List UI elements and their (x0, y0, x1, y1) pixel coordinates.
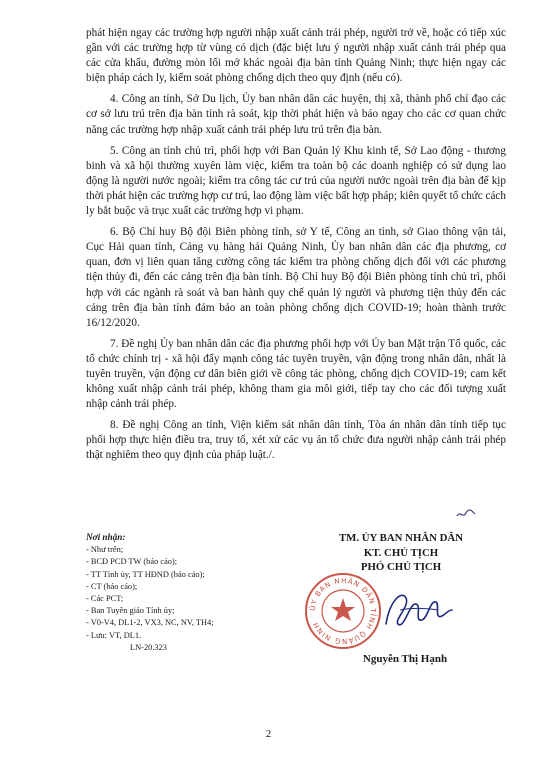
recipient-item: - Các PCT; (86, 594, 124, 604)
svg-text:ỦY BAN NHÂN DÂN TỈNH QUẢNG NIN: ỦY BAN NHÂN DÂN TỈNH QUẢNG NINH (308, 576, 378, 646)
initial-mark-icon (456, 508, 476, 520)
paragraph-5: 5. Công an tỉnh chủ trì, phối hợp với Ban Quản lý Khu kinh tế, Sở Lao động - thương binh và xã hội thường xuyên làm việc, kiểm tra toàn bộ các doanh nghiệp có sử dụng lao động là người nước ngoài; kiểm tra công tác cư trú của người nước ngoài trên địa bàn để kịp thời phát hiện các trường hợp cư trú, lao động làm việc bất hợp pháp; kiên quyết tổ chức cách ly bắt buộc và trục xuất các trường hợp vi phạm. (86, 144, 506, 218)
paragraph-8: 8. Đề nghị Công an tỉnh, Viện kiểm sát nhân dân tỉnh, Tòa án nhân dân tỉnh tiếp tục phối hợp thực hiện điều tra, truy tố, xét xử các vụ án tổ chức đưa người nhập cảnh trái phép thật nghiêm theo quy định của pháp luật./. (86, 419, 506, 462)
signing-authority: KT. CHỦ TỊCH (363, 546, 439, 559)
recipient-item: - Lưu: VT, DL1. (86, 630, 142, 640)
recipient-item: - Như trên; (86, 545, 124, 555)
paragraph-7: 7. Đề nghị Ủy ban nhân dân các địa phương phối hợp với Ủy ban Mặt trận Tổ quốc, các tổ chức chính trị - xã hội đẩy mạnh công tác tuyên truyền, vận động trong nhân dân, nhất là tuyên truyền, vận động cư dân biên giới về công tác phòng, chống dịch COVID-19; cam kết không xuất nhập cảnh trái phép, không tham gia môi giới, tiếp tay cho các đối tượng xuất nhập cảnh trái phép. (86, 337, 506, 411)
recipients-heading: Nơi nhận: (86, 532, 126, 542)
page-number: 2 (265, 728, 272, 740)
signature-block (296, 531, 506, 575)
recipient-item: - BCĐ PCD TW (báo cáo); (86, 557, 178, 567)
signer-title: PHÓ CHỦ TỊCH (360, 561, 442, 573)
paragraph-4: 4. Công an tỉnh, Sở Du lịch, Ủy ban nhân dân các huyện, thị xã, thành phố chỉ đạo các cơ sở lưu trú trên địa bàn tỉnh rà soát, kịp thời phát hiện và báo ngay cho các cơ quan chức năng các trường hợp nhập xuất cảnh trái phép lưu trú trên địa bàn. (86, 93, 506, 136)
paragraph-3-continued: phát hiện ngay các trường hợp người nhập xuất cảnh trái phép, người trở về, hoặc có tiếp xúc gần với các trường hợp từ vùng có dịch (đặc biệt lưu ý người nhập xuất cảnh trái phép qua các cửa khẩu, đường mòn lối mở khác ngoài địa bàn tỉnh Quảng Ninh; thực hiện ngay các biện pháp cách ly, kiểm soát phòng chống dịch theo quy định (nếu có). (86, 27, 506, 85)
recipient-item: - TT Tỉnh ủy, TT HĐND (báo cáo); (86, 569, 205, 579)
document-body (86, 26, 506, 470)
signing-organization: TM. ỦY BAN NHÂN DÂN (338, 532, 464, 544)
recipients-block (86, 531, 296, 654)
paragraph-6: 6. Bộ Chỉ huy Bộ đội Biên phòng tỉnh, sở Y tế, Công an tỉnh, sở Giao thông vận tải, Cục Hải quan tỉnh, Cảng vụ hàng hải Quảng Ninh, Ủy ban nhân dân các địa phương, cơ quan, đơn vị liên quan tăng cường công tác kiểm tra phòng chống dịch đối với các phương tiện thủy đi, đến các cảng trên địa bàn tỉnh. Bộ Chỉ huy Bộ đội Biên phòng tỉnh chủ trì, phối hợp với các ngành rà soát và ban hành quy chế quản lý người và phương tiện thủy đến các cảng trên địa bàn tỉnh đảm bảo an toàn phòng chống dịch COVID-19; hoàn thành trước 16/12/2020. (86, 226, 506, 329)
recipient-item: - CT (báo cáo); (86, 581, 138, 591)
recipient-item: - V0-V4, DL1-2, VX3, NC, NV, TH4; (86, 618, 214, 628)
recipient-item: - Ban Tuyên giáo Tỉnh ủy; (86, 606, 175, 616)
official-seal-icon (304, 572, 382, 650)
signer-name: Nguyễn Thị Hạnh (362, 653, 448, 665)
handwritten-signature-icon (380, 580, 456, 640)
document-code: LN-20.323 (130, 642, 167, 652)
